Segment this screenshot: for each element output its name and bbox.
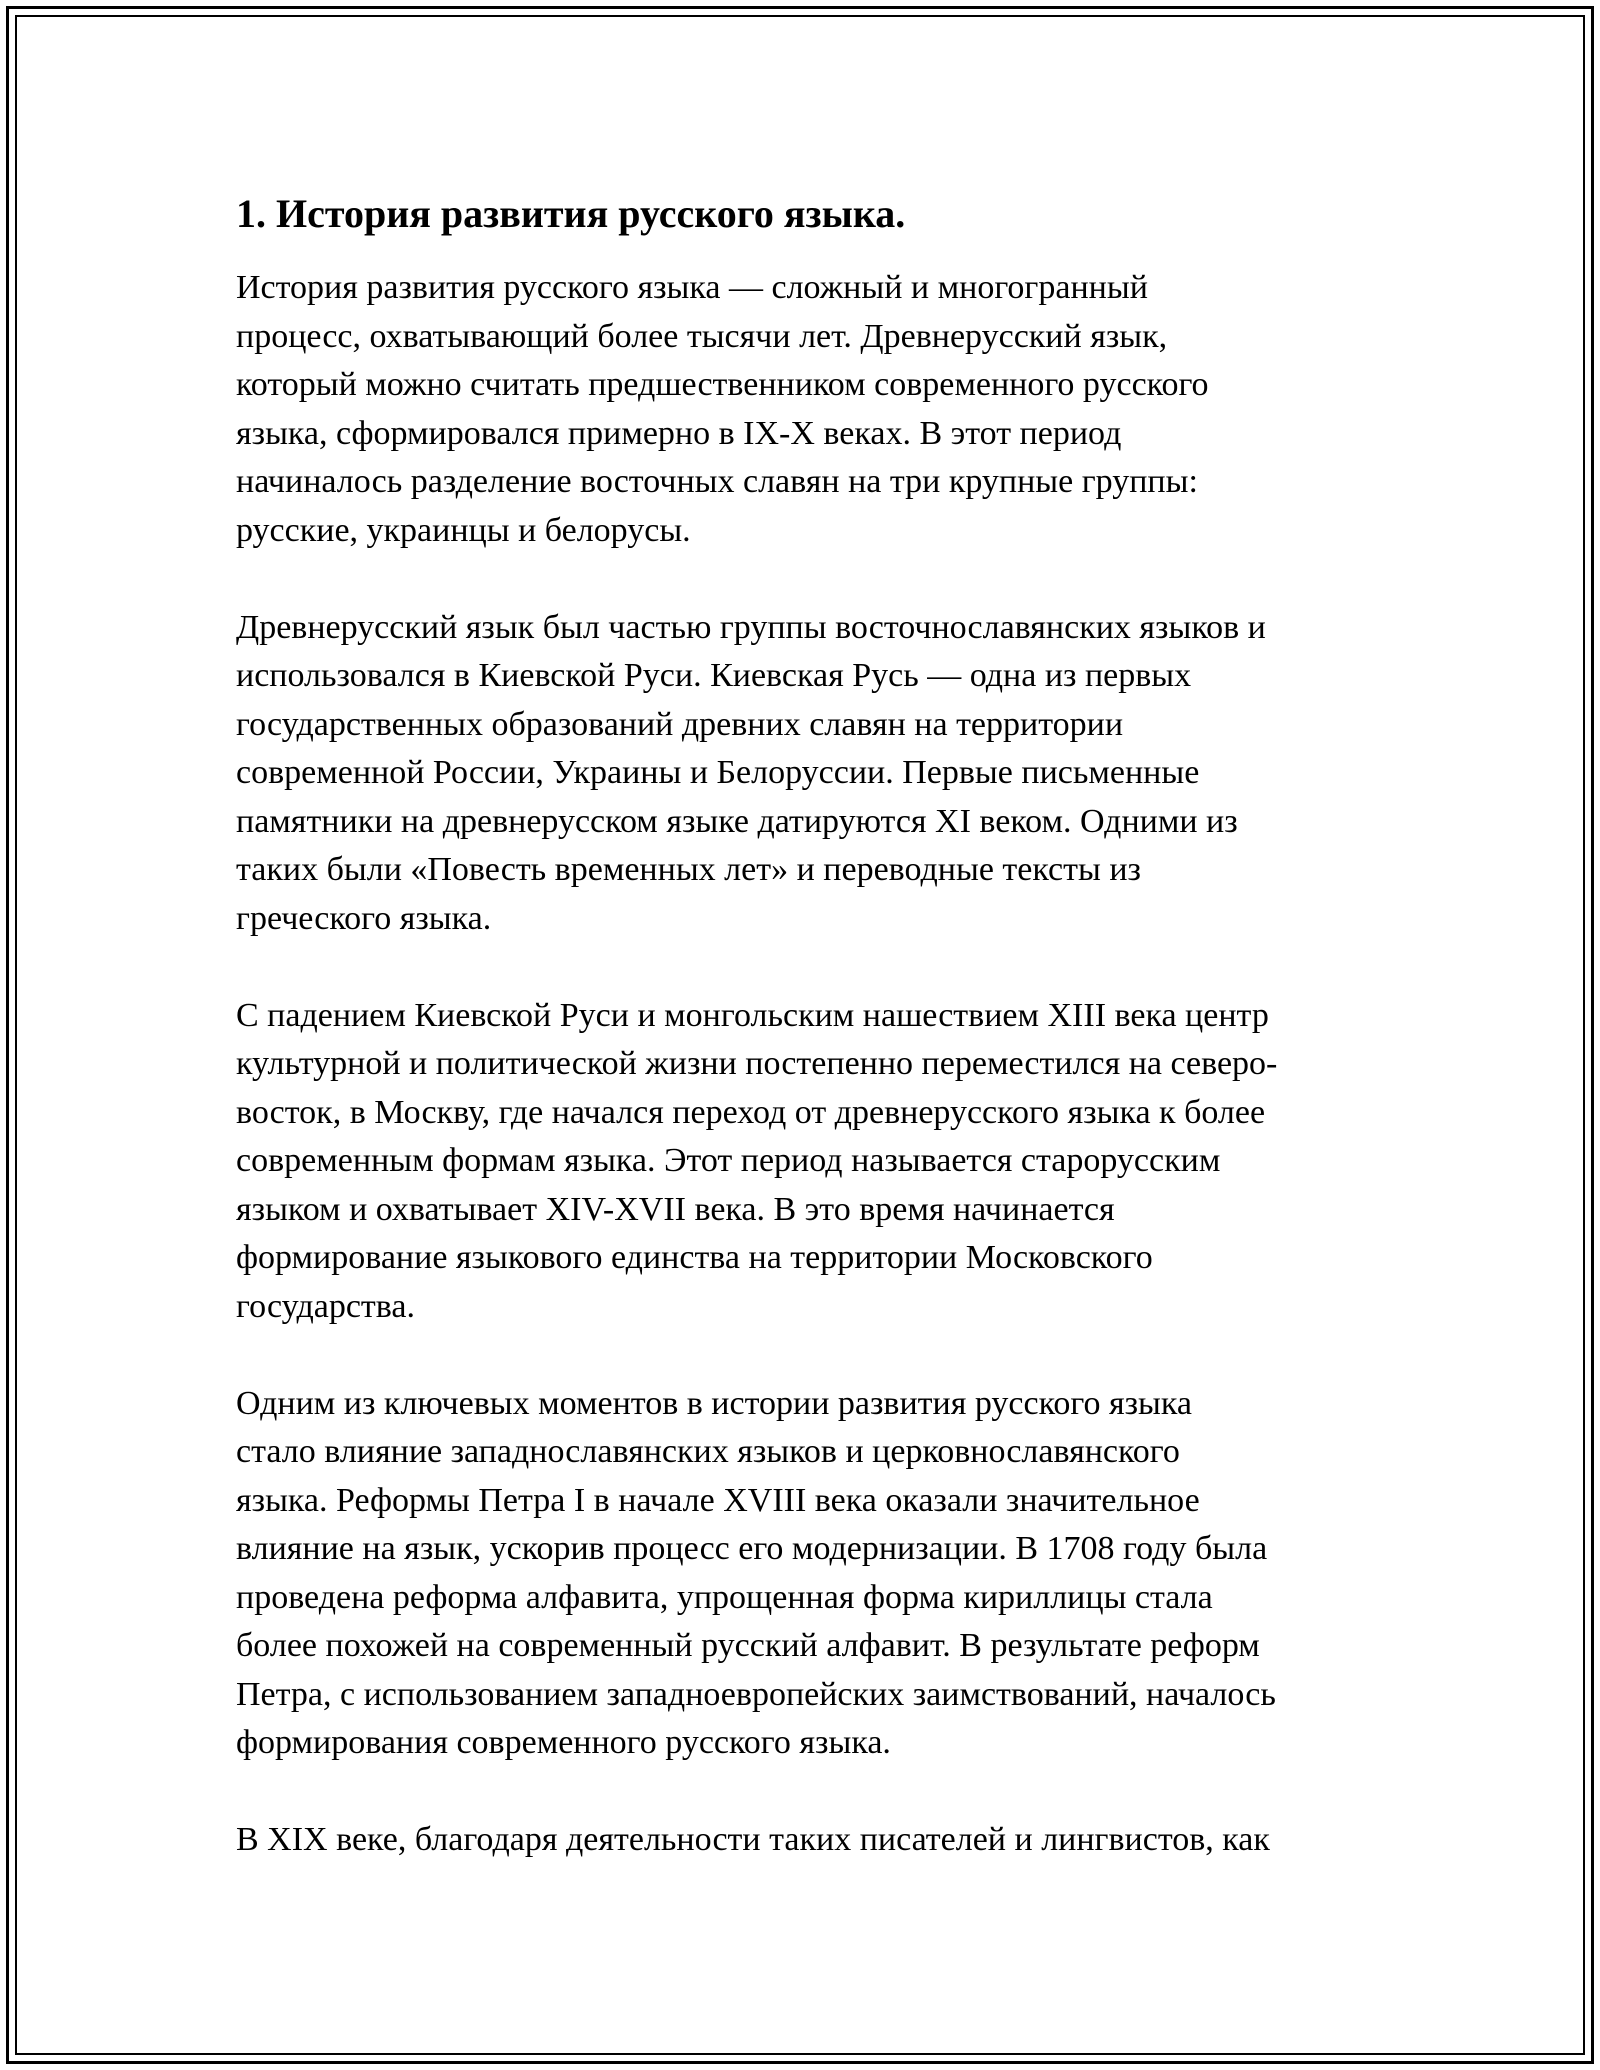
text-line: стало влияние западнославянских языков и церковнославянского bbox=[236, 1433, 1180, 1470]
text-line: Древнерусский язык был частью группы восточнославянских языков и bbox=[236, 608, 1266, 646]
text-line: языка, сформировался примерно в IX-X веках. В этот период bbox=[236, 414, 1122, 452]
text-line: языком и охватывает XIV-XVII века. В это время начинается bbox=[236, 1190, 1115, 1228]
paragraph-2 bbox=[236, 604, 1396, 944]
text-line: процесс, охватывающий более тысячи лет. Древнерусский язык, bbox=[236, 317, 1168, 355]
text-line: В XIX веке, благодаря деятельности таких писателей и лингвистов, как bbox=[236, 1821, 1270, 1858]
text-line: государственных образований древних славян на территории bbox=[236, 705, 1124, 743]
text-line: современной России, Украины и Белоруссии. Первые письменные bbox=[236, 754, 1200, 791]
text-line: использовался в Киевской Руси. Киевская Русь — одна из первых bbox=[236, 657, 1192, 694]
text-line: русские, украинцы и белорусы. bbox=[236, 511, 691, 549]
text-line: восток, в Москву, где начался переход от древнерусского языка к более bbox=[236, 1093, 1266, 1131]
text-line: языка. Реформы Петра I в начале XVIII века оказали значительное bbox=[236, 1481, 1200, 1519]
text-line: формирование языкового единства на территории Московского bbox=[236, 1239, 1153, 1276]
text-line: История развития русского языка — сложный и многогранный bbox=[236, 269, 1148, 306]
text-line: культурной и политической жизни постепенно переместился на северо- bbox=[236, 1045, 1278, 1082]
paragraph-4 bbox=[236, 1380, 1396, 1768]
paragraph-1 bbox=[236, 264, 1396, 555]
text-line: Петра, с использованием западноевропейских заимствований, началось bbox=[236, 1675, 1276, 1713]
text-line: который можно считать предшественником современного русского bbox=[236, 366, 1209, 403]
text-line: Одним из ключевых моментов в истории развития русского языка bbox=[236, 1384, 1192, 1422]
text-line: государства. bbox=[236, 1287, 415, 1325]
paragraph-5 bbox=[236, 1816, 1396, 1865]
text-line: С падением Киевской Руси и монгольским нашествием XIII века центр bbox=[236, 996, 1269, 1034]
text-line: таких были «Повесть временных лет» и переводные тексты из bbox=[236, 851, 1141, 888]
text-line: формирования современного русского языка. bbox=[236, 1724, 891, 1761]
section-heading: 1. История развития русского языка. bbox=[236, 191, 906, 236]
text-line: греческого языка. bbox=[236, 899, 492, 937]
document-page bbox=[236, 186, 1396, 1865]
paragraph-3 bbox=[236, 992, 1396, 1332]
text-line: современным формам языка. Этот период называется старорусским bbox=[236, 1142, 1221, 1179]
text-line: более похожей на современный русский алфавит. В результате реформ bbox=[236, 1627, 1260, 1664]
text-line: проведена реформа алфавита, упрощенная форма кириллицы стала bbox=[236, 1578, 1213, 1616]
text-line: начиналось разделение восточных славян на три крупные группы: bbox=[236, 463, 1198, 500]
text-line: памятники на древнерусском языке датируются XI веком. Одними из bbox=[236, 802, 1238, 840]
text-line: влияние на язык, ускорив процесс его модернизации. В 1708 году была bbox=[236, 1530, 1268, 1567]
